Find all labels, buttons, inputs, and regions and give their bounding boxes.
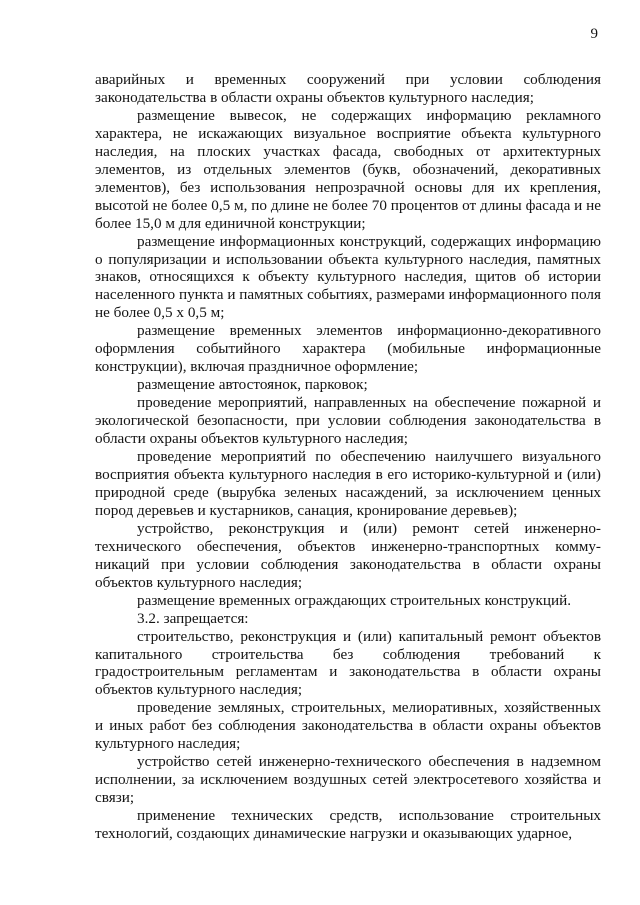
paragraph: проведение мероприятий, направленных на обеспечение пожарной и экологической безопасности, при условии соблюдения законодательства в области охраны объектов культурного наследия; [95,394,601,448]
paragraph: размещение временных элементов информационно-декоративного оформления событийного характера (мобильные информационные конструкции), включая праздничное оформление; [95,322,601,376]
paragraph: устройство сетей инженерно-технического обеспечения в надземном исполнении, за исключением воздушных сетей электросетевого хозяйства и связи; [95,753,601,807]
document-body [95,71,601,843]
paragraph: проведение земляных, строительных, мелиоративных, хозяйственных и иных работ без соблюдения законодательства в области охраны объектов культурного наследия; [95,699,601,753]
paragraph: строительство, реконструкция и (или) капитальный ремонт объектов капитального строительства без соблюдения требований к градостроительным регламентам и законодательства в области охраны объектов культурного наследия; [95,627,601,699]
paragraph: аварийных и временных сооружений при условии соблюдения законодательства в области охраны объектов культурного наследия; [95,71,601,106]
paragraph: применение технических средств, использование строительных технологий, создающих динамические нагрузки и оказывающих ударное, [95,807,601,843]
paragraph: устройство, реконструкция и (или) ремонт сетей инженерно-технического обеспечения, объектов инженерно-транспортных комму-никаций при условии соблюдения законодательства в области охраны объектов культурного наследия; [95,519,601,591]
section-heading: 3.2. запрещается: [137,609,249,627]
paragraph: размещение информационных конструкций, содержащих информацию о популяризации и использовании объекта культурного наследия, памятных знаков, относящихся к объекту культурного наследия, щитов об истории населенного пункта и памятных событиях, размерами информационного поля не более 0,5 х 0,5 м; [95,232,601,322]
page-number: 9 [590,26,598,42]
paragraph: размещение вывесок, не содержащих информацию рекламного характера, не искажающих визуальное восприятие объекта культурного наследия, на плоских участках фасада, свободных от архитектурных элементов, из отдельных элементов (букв, обозначений, декоративных элементов), без использования непрозрачной основы для их крепления, высотой не более 0,5 м, по длине не более 70 процентов от длины фасада и не более 15,0 м для единичной конструкции; [95,106,601,232]
paragraph: проведение мероприятий по обеспечению наилучшего визуального восприятия объекта культурного наследия в его историко-культурной и (или) природной среде (вырубка зеленых насаждений, за исключением ценных пород деревьев и кустарников, санация, кронирование деревьев); [95,448,601,519]
paragraph: размещение автостоянок, парковок; [137,376,368,394]
paragraph: размещение временных ограждающих строительных конструкций. [137,591,572,609]
